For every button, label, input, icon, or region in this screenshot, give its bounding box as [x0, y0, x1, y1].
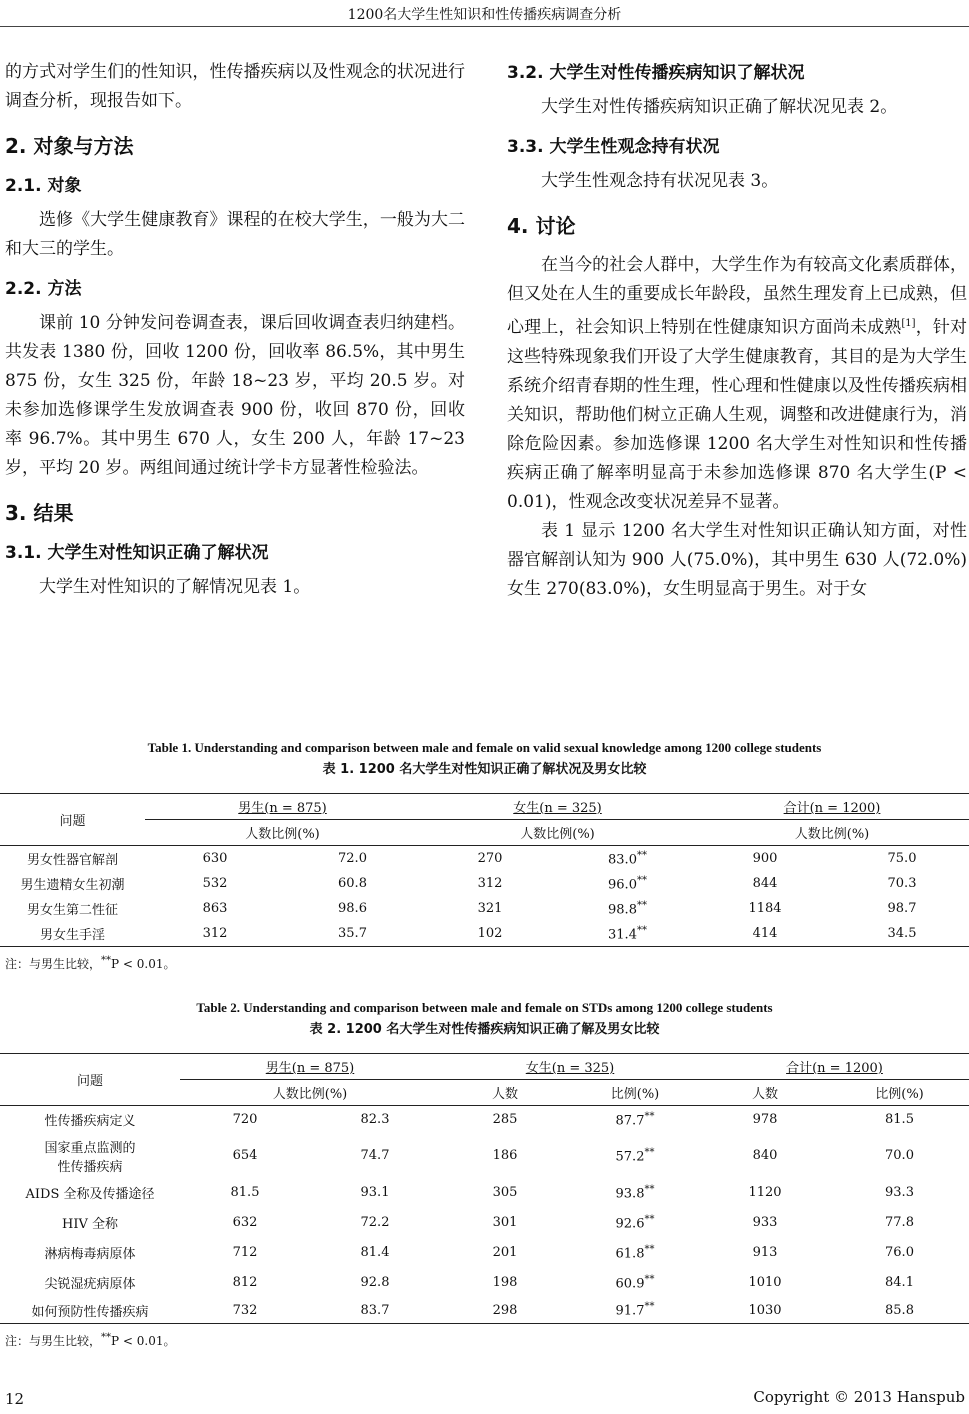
intro-paragraph: 的方式对学生们的性知识，性传播疾病以及性观念的状况进行调查分析，现报告如下。 [5, 62, 465, 111]
cell-m-n: 720 [232, 1112, 258, 1128]
table-row [0, 1298, 969, 1324]
discussion-paragraph-1 [507, 251, 967, 517]
table-row [0, 871, 969, 896]
cell-m-p: 72.0 [338, 851, 367, 866]
cell-f-n: 285 [492, 1112, 518, 1128]
table-row [0, 896, 969, 921]
significance-mark: ** [636, 874, 647, 886]
cell-f-n: 305 [492, 1185, 518, 1200]
cell-f-p: 60.9** [615, 1273, 655, 1292]
table-2 [0, 1000, 969, 1349]
cell-f-n: 298 [440, 1298, 570, 1324]
cell-f-n: 301 [492, 1215, 518, 1230]
cell-f-p: 98.8** [608, 899, 647, 918]
table-1-grid [0, 793, 969, 947]
table-row [0, 1208, 969, 1238]
section-2-2-heading: 2.2. 方法 [5, 279, 82, 299]
significance-mark: ** [644, 1183, 655, 1195]
significance-mark: ** [636, 924, 647, 936]
table-2-header-question: 问题 [0, 1054, 180, 1106]
section-2-1-heading: 2.1. 对象 [5, 176, 82, 196]
table-1-header-question: 问题 [0, 794, 145, 846]
cell-q: 性传播疾病定义 [44, 1114, 136, 1130]
significance-mark: ** [644, 1243, 655, 1255]
table-1-note: 注：与男生比较，**P < 0.01。 [5, 955, 176, 971]
cell-m-p: 81.4 [360, 1245, 390, 1260]
section-3-1-text: 大学生对性知识的了解情况见表 1。 [39, 577, 311, 597]
cell-f-n: 321 [477, 901, 503, 916]
cell-f-n: 186 [492, 1148, 518, 1163]
table-2-note: 注：与男生比较，**P < 0.01。 [5, 1331, 176, 1348]
cell-m-p: 35.7 [285, 921, 420, 947]
cell-m-p: 92.8 [360, 1275, 390, 1290]
significance-mark: ** [644, 1273, 655, 1285]
significance-mark: ** [644, 1301, 655, 1313]
cell-t-n: 840 [752, 1148, 778, 1163]
cell-t-n: 1184 [748, 901, 782, 916]
cell-q: 男女生手淫 [0, 921, 145, 947]
cell-m-p: 93.1 [360, 1185, 390, 1200]
section-4-heading: 4. 讨论 [507, 214, 576, 238]
cell-t-n: 913 [752, 1245, 778, 1260]
section-2-1-text: 选修《大学生健康教育》课程的在校大学生，一般为大二和大三的学生。 [5, 210, 465, 259]
page-number: 12 [5, 1390, 25, 1408]
cell-m-n: 532 [202, 876, 228, 891]
cell-t-p: 75.0 [887, 851, 917, 866]
cell-f-p: 87.7** [615, 1111, 655, 1129]
table-1-subheader-female: 人数比例(%) [420, 820, 695, 846]
cell-t-n: 1010 [748, 1275, 782, 1290]
section-3-3-heading: 3.3. 大学生性观念持有状况 [507, 137, 720, 157]
table-row [0, 921, 969, 947]
cell-m-n: 81.5 [230, 1185, 260, 1200]
cell-t-n: 933 [752, 1215, 778, 1230]
cell-f-p: 91.7** [570, 1298, 700, 1324]
cell-m-n: 712 [232, 1245, 258, 1260]
cell-f-n: 270 [477, 851, 503, 866]
table-1-header-male: 男生(n = 875) [145, 794, 420, 820]
cell-m-n: 630 [202, 851, 228, 866]
table-1 [0, 740, 969, 972]
cell-f-n: 198 [492, 1275, 518, 1290]
table-2-caption-zh: 表 2. 1200 名大学生对性传播疾病知识正确了解及男女比较 [309, 1022, 660, 1037]
discussion-text-a: 在当今的社会人群中，大学生作为有较高文化素质群体，但又处在人生的重要成长年龄段，虽然生理发育上已成熟，但心理上，社会知识上特别在性健康知识方面尚未成熟 [507, 255, 967, 338]
cell-m-p: 72.2 [360, 1215, 390, 1230]
section-3-3-text: 大学生性观念持有状况见表 3。 [541, 171, 779, 191]
section-3-2-heading: 3.2. 大学生对性传播疾病知识了解状况 [507, 63, 805, 83]
cell-q: 男女生第二性征 [26, 903, 118, 918]
table-2-caption-en: Table 2. Understanding and comparison between male and female on STDs among 1200 college students [196, 1000, 773, 1015]
cell-f-p: 61.8** [615, 1243, 655, 1262]
cell-q: 男生遗精女生初潮 [20, 878, 125, 893]
citation-ref[interactable]: [1] [901, 318, 916, 329]
cell-t-p: 70.3 [887, 876, 917, 891]
cell-f-n: 201 [492, 1245, 518, 1260]
cell-m-p: 83.7 [310, 1298, 440, 1324]
section-3-heading: 3. 结果 [5, 501, 74, 525]
table-2-header-male: 男生(n = 875) [180, 1054, 440, 1080]
significance-mark: ** [636, 849, 647, 861]
table-2-subheader-male: 人数比例(%) [180, 1080, 440, 1106]
cell-f-n: 102 [420, 921, 560, 947]
cell-q: 尖锐湿疣病原体 [44, 1277, 136, 1292]
cell-q: AIDS 全称及传播途径 [25, 1187, 155, 1202]
cell-q: HIV 全称 [62, 1217, 118, 1232]
cell-t-p: 81.5 [885, 1112, 914, 1128]
cell-t-n: 414 [695, 921, 835, 947]
cell-m-n: 632 [232, 1215, 258, 1230]
table-1-subheader-male: 人数比例(%) [145, 820, 420, 846]
table-2-header-female: 女生(n = 325) [440, 1054, 700, 1080]
significance-mark: ** [644, 1111, 655, 1123]
section-3-2-text: 大学生对性传播疾病知识正确了解状况见表 2。 [541, 97, 898, 117]
table-row [0, 846, 969, 872]
cell-m-p: 74.7 [360, 1148, 390, 1163]
table-row [0, 1238, 969, 1268]
table-2-header-total: 合计(n = 1200) [700, 1054, 969, 1080]
cell-q: 如何预防性传播疾病 [0, 1298, 180, 1324]
cell-q: 男女性器官解剖 [26, 853, 118, 868]
cell-t-n: 844 [752, 876, 778, 891]
table-row [0, 1268, 969, 1298]
cell-t-n: 900 [752, 851, 778, 866]
table-1-caption-zh: 表 1. 1200 名大学生对性知识正确了解状况及男女比较 [322, 762, 647, 777]
discussion-text-b: ，针对这些特殊现象我们开设了大学生健康教育，其目的是为大学生系统介绍青春期的性生理，性心理和性健康以及性传播疾病相关知识，帮助他们树立正确人生观，调整和改进健康行为，消除危险因素。参加选修课 1200 名大学生对性知识和性传播疾病正确了解率明显高于未参加选修课 870 名大学生(P < 0.01)，性观念改变状况差异不显著。 [507, 317, 968, 512]
cell-m-n: 312 [145, 921, 285, 947]
cell-f-p: 57.2** [615, 1146, 655, 1165]
cell-f-p: 31.4** [560, 921, 695, 947]
discussion-paragraph-2: 表 1 显示 1200 名大学生对性知识正确认知方面，对性器官解剖认知为 900 人(75.0%)，其中男生 630 人(72.0%)女生 270(83.0%)，女生明显高于男生。对于女 [507, 520, 967, 599]
table-2-subheader-total-n: 人数 [700, 1080, 830, 1106]
cell-m-n: 863 [202, 901, 228, 916]
cell-q: 淋病梅毒病原体 [44, 1247, 136, 1262]
header-rule [0, 26, 969, 27]
cell-t-n: 1030 [700, 1298, 830, 1324]
cell-t-p: 76.0 [885, 1245, 914, 1260]
table-row [0, 1106, 969, 1134]
significance-mark: ** [644, 1146, 655, 1158]
cell-t-p: 77.8 [885, 1215, 914, 1230]
table-row [0, 1134, 969, 1178]
copyright: Copyright © 2013 Hanspub [753, 1388, 965, 1406]
table-1-header-total: 合计(n = 1200) [695, 794, 969, 820]
section-2-2-text: 课前 10 分钟发问卷调查表，课后回收调查表归纳建档。共发表 1380 份，回收 1200 份，回收率 86.5%，其中男生 875 份，女生 325 份，年龄 18~23 岁，平均 20.5 岁。对未参加选修课学生发放调查表 900 份，收回 870 份，回收率 96.7%。其中男生 670 人，女生 200 人，年龄 17~23 岁，平均 20 岁。两组间通过统计学卡方显著性检验法。 [5, 313, 465, 478]
cell-t-p: 85.8 [830, 1298, 969, 1324]
cell-t-p: 70.0 [885, 1148, 914, 1163]
right-column [507, 58, 967, 604]
left-column [5, 58, 465, 602]
table-2-subheader-female-p: 比例(%) [570, 1080, 700, 1106]
cell-t-p: 98.7 [887, 901, 917, 916]
cell-m-p: 82.3 [360, 1112, 390, 1128]
section-3-1-heading: 3.1. 大学生对性知识正确了解状况 [5, 543, 269, 563]
cell-t-p: 84.1 [885, 1275, 914, 1290]
cell-t-n: 1120 [748, 1185, 782, 1200]
table-1-subheader-total: 人数比例(%) [695, 820, 969, 846]
table-row [0, 1178, 969, 1208]
cell-f-p: 93.8** [615, 1183, 655, 1202]
significance-mark: ** [644, 1213, 655, 1225]
significance-mark: ** [636, 899, 647, 911]
cell-f-p: 92.6** [615, 1213, 655, 1232]
cell-q: 国家重点监测的 性传播疾病 [44, 1140, 136, 1175]
table-2-subheader-total-p: 比例(%) [830, 1080, 969, 1106]
cell-t-n: 978 [752, 1112, 778, 1128]
cell-m-p: 98.6 [338, 901, 367, 916]
cell-t-p: 34.5 [835, 921, 969, 947]
cell-t-p: 93.3 [885, 1185, 914, 1200]
table-2-grid [0, 1053, 969, 1324]
table-1-header-female: 女生(n = 325) [420, 794, 695, 820]
cell-m-n: 654 [232, 1148, 258, 1163]
cell-f-n: 312 [477, 876, 503, 891]
cell-m-p: 60.8 [338, 876, 367, 891]
table-2-subheader-female-n: 人数 [440, 1080, 570, 1106]
cell-m-n: 732 [180, 1298, 310, 1324]
section-2-heading: 2. 对象与方法 [5, 134, 134, 158]
table-1-caption-en: Table 1. Understanding and comparison between male and female on valid sexual knowledge among 1200 college students [147, 740, 822, 755]
cell-m-n: 812 [232, 1275, 258, 1290]
cell-f-p: 96.0** [608, 874, 647, 893]
running-header: 1200名大学生性知识和性传播疾病调查分析 [347, 7, 622, 23]
cell-f-p: 83.0** [608, 849, 647, 868]
